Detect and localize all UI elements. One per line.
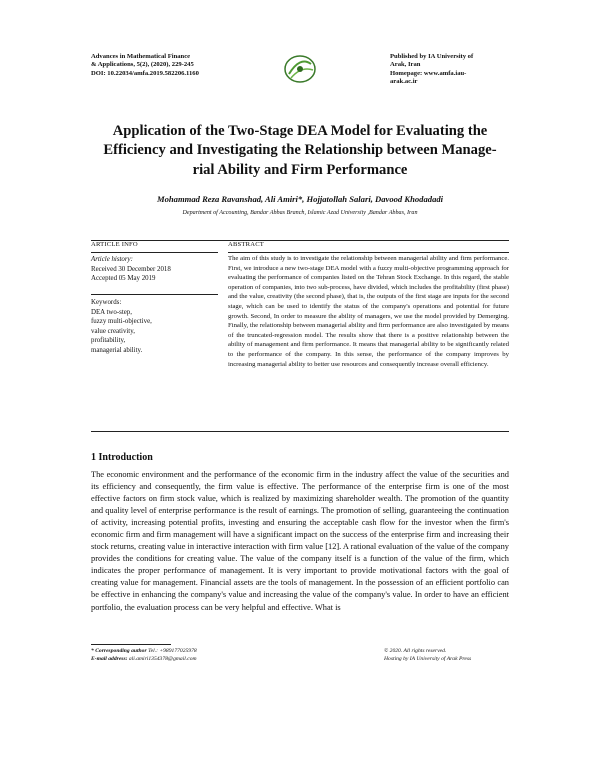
homepage-line1[interactable]: Homepage: www.amfa.iau- xyxy=(390,69,467,77)
section-heading-introduction: 1 Introduction xyxy=(91,452,153,463)
publisher-line1: Published by IA University of xyxy=(390,53,474,60)
history-label: Article history: xyxy=(91,256,133,263)
article-history xyxy=(91,255,171,284)
abstract-text: The aim of this study is to investigate the relationship between managerial ability and firm performance. First, we introduce a new two-stage DEA model with a fuzzy multi-objective programming approach for evaluating the performance of companies listed on the Tehran Stock Exchange. In this regard, the stable operation of companies, into two sub-process, have divided, which includes the profitability (first phase) and the value, creativity (the second phase), that is, the outputs of the first stage are inputs for the second stage, which can be used to identify the status of the company's operations and potential for future growth. Second, In order to measure the ability of managers, we use the model provided by Demerging. Finally, the relationship between managerial ability and firm performance are also investigated by means of the truncated-regression model. The results show that there is a positive relationship between the ability of management and firm performance. It means that managerial ability to be significantly related to the performance of the company. In this sense, the performance of the company improves by increasing managerial ability to better use resources and consequently increase overall efficiency. xyxy=(228,255,509,368)
journal-header xyxy=(91,53,199,78)
corresponding-tel: Tel.: +989177025978 xyxy=(148,648,197,654)
hosting: Hosting by IA University of Arak Press xyxy=(384,655,472,662)
abstract-heading: ABSTRACT xyxy=(228,241,265,248)
keywords xyxy=(91,298,152,356)
article-info-heading: ARTICLE INFO xyxy=(91,241,138,248)
footnote-rule xyxy=(91,644,171,645)
journal-logo-icon xyxy=(283,52,317,86)
copyright: © 2020. All rights reserved. xyxy=(384,648,447,654)
accepted-date: Accepted 05 May 2019 xyxy=(91,275,156,283)
journal-name: Advances in Mathematical Finance xyxy=(91,53,191,60)
title-line3: rial Ability and Firm Performance xyxy=(192,161,408,178)
abstract-rule xyxy=(228,252,509,253)
homepage-line2[interactable]: arak.ac.ir xyxy=(390,78,418,86)
email-label: E-mail address: xyxy=(91,655,128,662)
journal-volume: & Applications, 5(2), (2020), 229-245 xyxy=(91,61,194,69)
footnote xyxy=(91,648,197,663)
keyword-item: fuzzy multi-objective, xyxy=(91,318,152,326)
keyword-item: DEA two-step, xyxy=(91,308,132,316)
keyword-item: managerial ability. xyxy=(91,346,143,354)
keywords-label: Keywords: xyxy=(91,299,122,306)
paper-title xyxy=(91,122,509,180)
corresponding-label: * Corresponding author xyxy=(91,648,147,654)
article-info-rule xyxy=(91,252,218,253)
doi[interactable]: DOI: 10.22034/amfa.2019.582206.1160 xyxy=(91,69,199,77)
keyword-item: profitability, xyxy=(91,337,126,345)
top-rule xyxy=(91,240,509,241)
authors: Mohammad Reza Ravanshad, Ali Amiri*, Hojjatollah Salari, Davood Khodadadi xyxy=(156,194,444,204)
copyright-block xyxy=(384,648,471,663)
email-address[interactable]: ali.amiri1354378@gmail.com xyxy=(128,655,197,662)
title-line1: Application of the Two-Stage DEA Model for Evaluating the xyxy=(112,123,488,139)
received-date: Received 30 December 2018 xyxy=(91,265,171,273)
affiliation: Department of Accounting, Bandar Abbas Branch, Islamic Azad University ,Bandar Abbas, Iran xyxy=(182,210,418,216)
introduction-text: The economic environment and the performance of the economic firm in the industry affect the value of the securities and its efficiency and consequently, the firm value is effective. The performance of the enterprise firm is one of the most effective factors on firm stock value, which is realized by maximizing shareholder wealth. The promotion of the quantity and quality level of enterprise performance is the result of earnings. The promotion of selling, guaranteeing the continuation of activity, increasing potential profits, investing and ensuring the acceptable cash flow for the investor when the firm's economic firm and firm management will have a significant impact on the success of the enterprise firm and increasing their stock returns, creating value in interactive interaction with firm value [12]. A rational evaluation of the value of the company provides the conditions for creating value. The value of the company itself is a function of the value of the firm, which indicates the proper performance of management. It is very important to provide motivational factors with the goal of creating value for management. Financial assets are the tools of management. In the possession of an efficient portfolio can be effective in enhancing the company's value and increasing the value of the company's value. In order to have an efficient portfolio, the evaluation process can be very helpful and effective. What is xyxy=(91,470,509,612)
publisher-header xyxy=(390,53,510,87)
bottom-rule xyxy=(91,431,509,432)
keyword-item: value creativity, xyxy=(91,327,135,335)
keywords-rule xyxy=(91,294,218,295)
publisher-line2: Arak, Iran xyxy=(390,61,421,69)
title-line2: Efficiency and Investigating the Relationship between Manage- xyxy=(103,142,497,159)
